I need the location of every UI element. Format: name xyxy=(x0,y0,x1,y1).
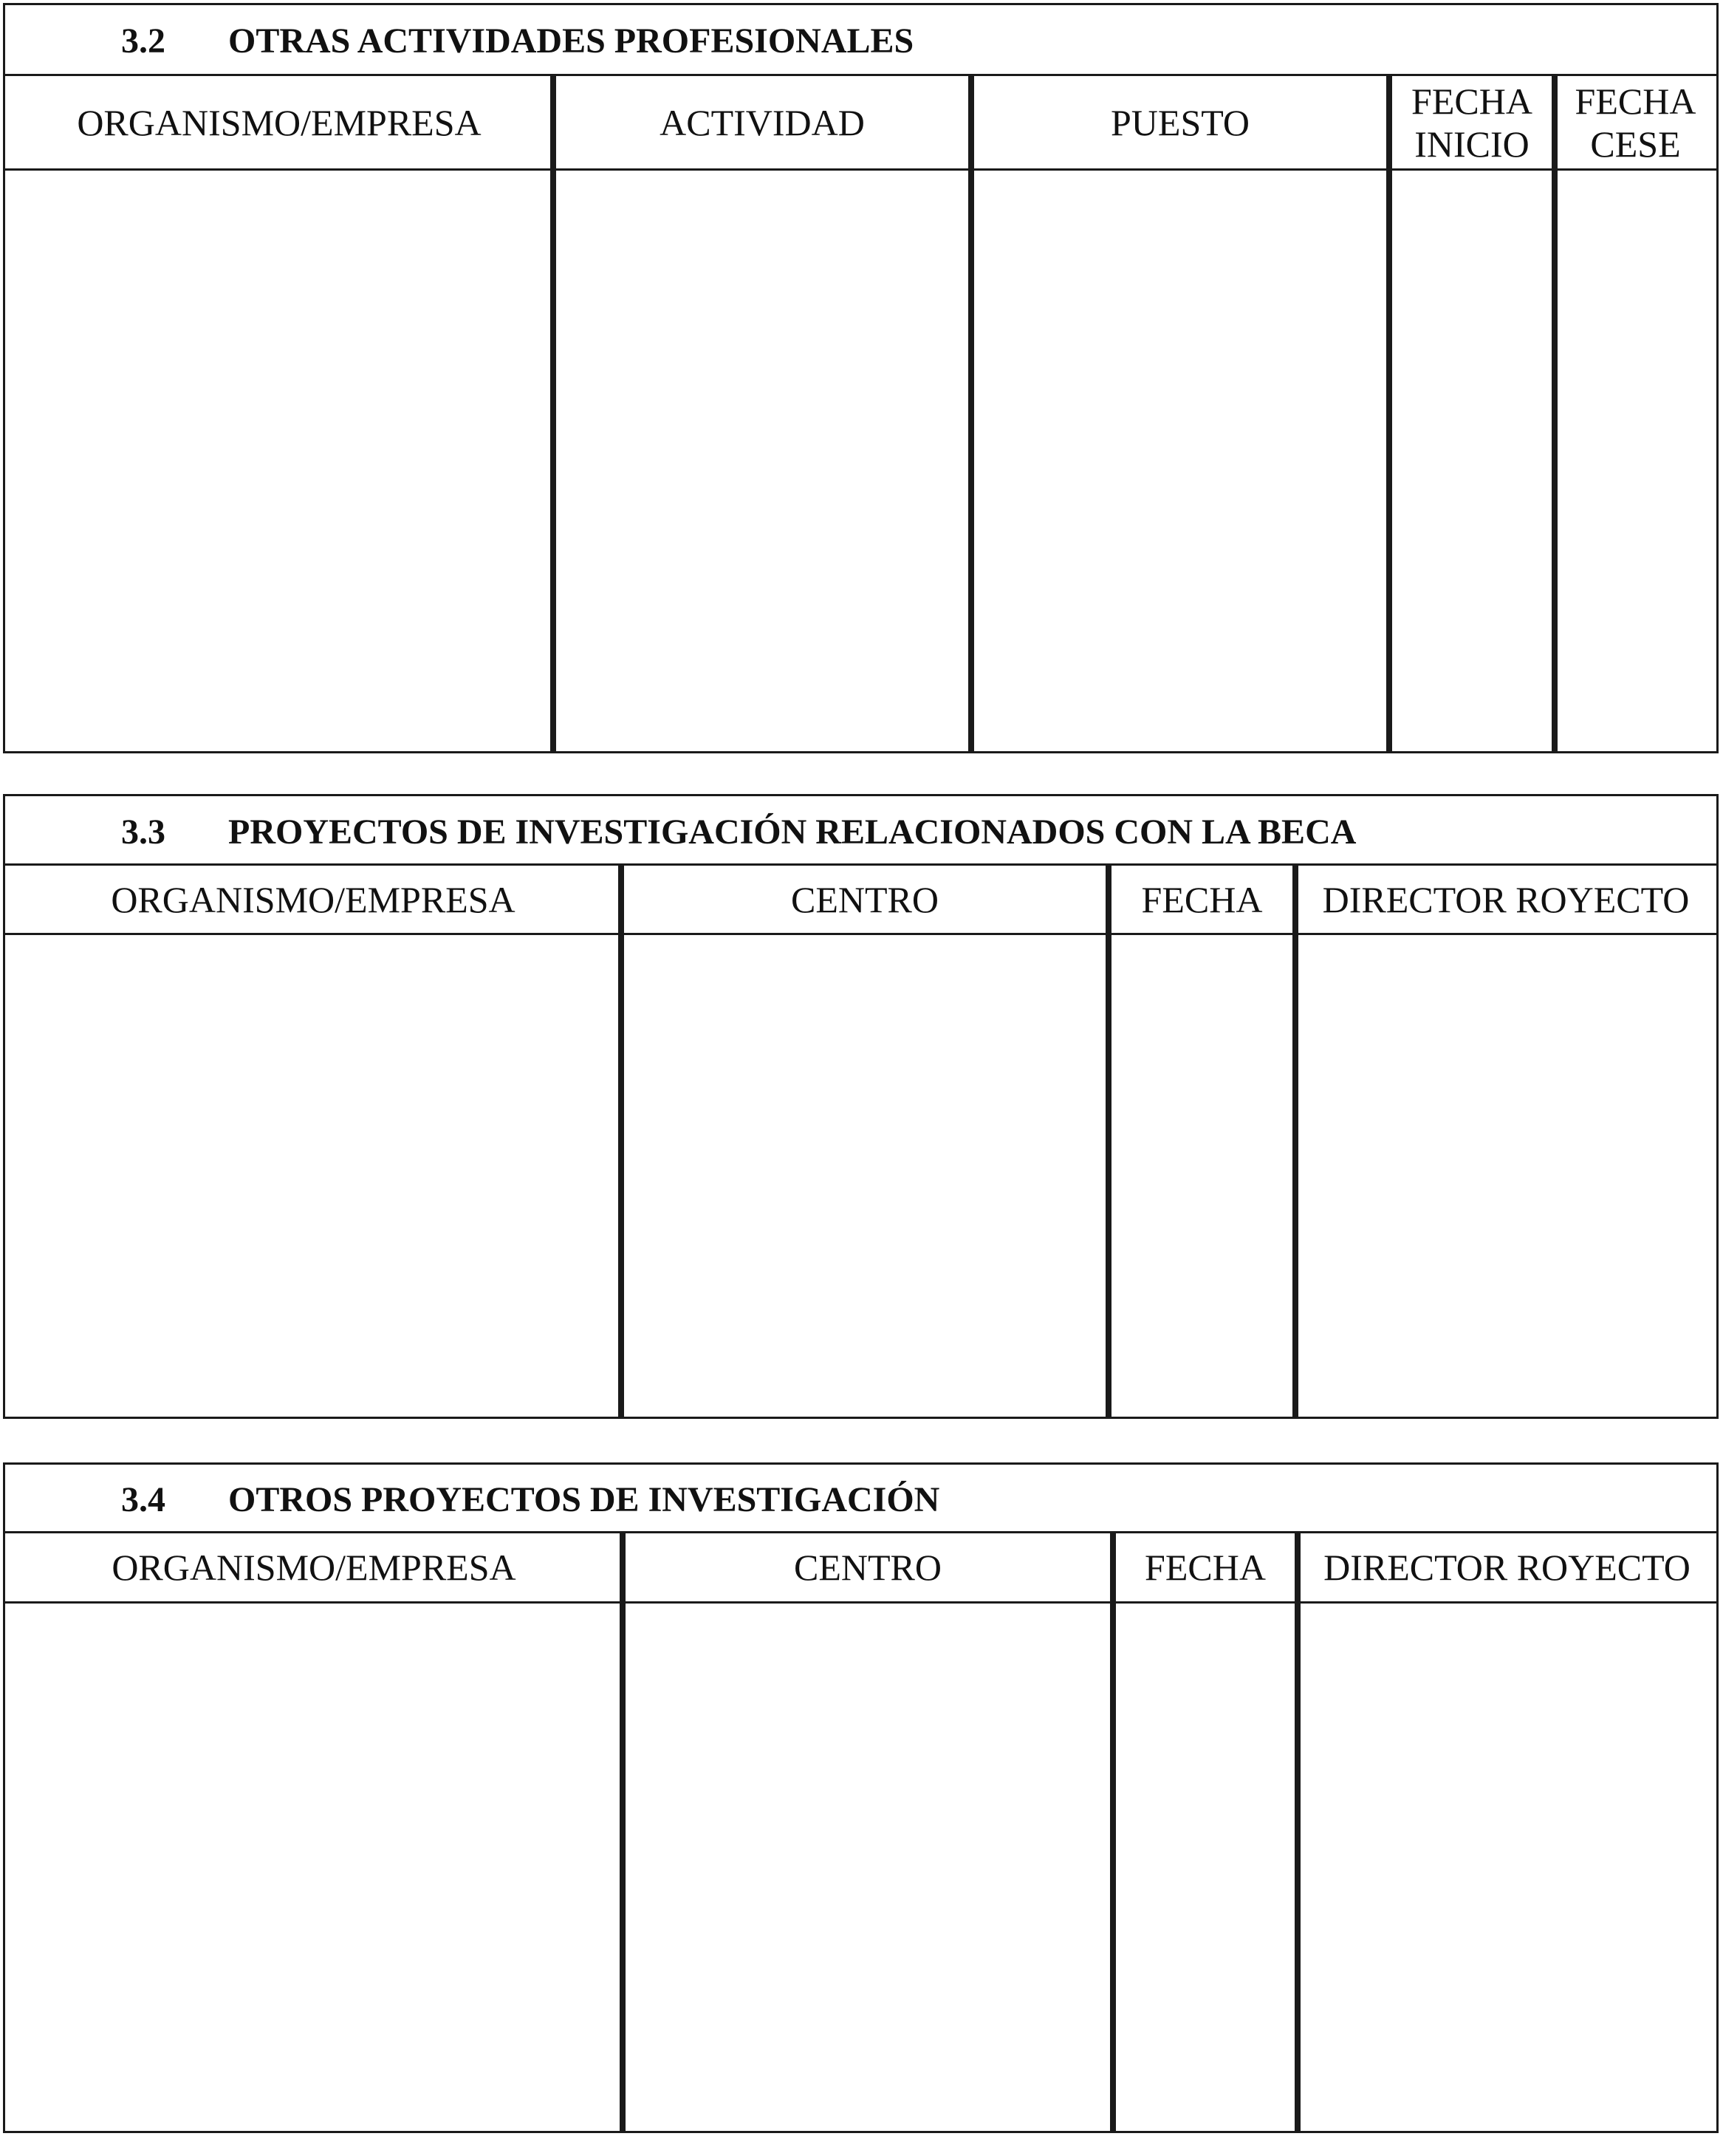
cell-actividad[interactable] xyxy=(556,171,968,751)
column-divider xyxy=(620,1533,626,2131)
column-divider xyxy=(1110,1533,1116,2131)
column-header-fecha-cese: FECHA CESE xyxy=(1575,80,1696,165)
column-header-director-proyecto: DIRECTOR ROYECTO xyxy=(1323,1547,1691,1588)
table-header-row xyxy=(5,1533,1716,1604)
cell-fecha[interactable] xyxy=(1116,1604,1295,2131)
column-divider xyxy=(1106,866,1111,1417)
column-header-director-proyecto: DIRECTOR ROYECTO xyxy=(1322,878,1690,920)
column-header-organismo: ORGANISMO/EMPRESA xyxy=(112,1547,516,1588)
column-header-actividad: ACTIVIDAD xyxy=(660,101,865,143)
column-divider xyxy=(1292,866,1298,1417)
section-title xyxy=(5,1465,1716,1533)
section-3-2 xyxy=(3,3,1719,753)
cell-director-proyecto[interactable] xyxy=(1301,1604,1716,2131)
cell-centro[interactable] xyxy=(626,1604,1110,2131)
column-divider xyxy=(1552,76,1558,751)
section-heading: OTROS PROYECTOS DE INVESTIGACIÓN xyxy=(228,1480,940,1519)
table-header-row xyxy=(5,76,1716,171)
section-number: 3.4 xyxy=(121,1480,165,1519)
section-title xyxy=(5,796,1716,866)
cell-puesto[interactable] xyxy=(974,171,1386,751)
column-header-organismo: ORGANISMO/EMPRESA xyxy=(111,878,515,920)
column-divider xyxy=(1386,76,1392,751)
cell-organismo[interactable] xyxy=(5,935,618,1417)
column-divider xyxy=(550,76,556,751)
column-header-centro: CENTRO xyxy=(791,878,939,920)
column-header-centro: CENTRO xyxy=(794,1547,942,1588)
section-number: 3.2 xyxy=(121,21,165,61)
column-divider xyxy=(1295,1533,1301,2131)
section-3-4 xyxy=(3,1462,1719,2133)
section-number: 3.3 xyxy=(121,812,165,852)
column-header-fecha: FECHA xyxy=(1145,1547,1266,1588)
cell-fecha-inicio[interactable] xyxy=(1392,171,1552,751)
section-3-3 xyxy=(3,794,1719,1419)
table-header-row xyxy=(5,866,1716,935)
section-heading: OTRAS ACTIVIDADES PROFESIONALES xyxy=(228,21,914,61)
column-divider xyxy=(618,866,624,1417)
column-header-fecha-inicio: FECHA INICIO xyxy=(1411,80,1532,165)
column-header-fecha: FECHA xyxy=(1141,878,1263,920)
column-divider xyxy=(968,76,974,751)
column-header-organismo: ORGANISMO/EMPRESA xyxy=(77,101,482,143)
cell-fecha[interactable] xyxy=(1111,935,1292,1417)
column-header-puesto: PUESTO xyxy=(1110,101,1250,143)
cell-director-proyecto[interactable] xyxy=(1298,935,1716,1417)
cell-organismo[interactable] xyxy=(5,1604,620,2131)
cell-centro[interactable] xyxy=(624,935,1106,1417)
cell-organismo[interactable] xyxy=(5,171,550,751)
cell-fecha-cese[interactable] xyxy=(1558,171,1716,751)
section-title xyxy=(5,5,1716,76)
section-heading: PROYECTOS DE INVESTIGACIÓN RELACIONADOS CON LA BECA xyxy=(228,812,1357,852)
